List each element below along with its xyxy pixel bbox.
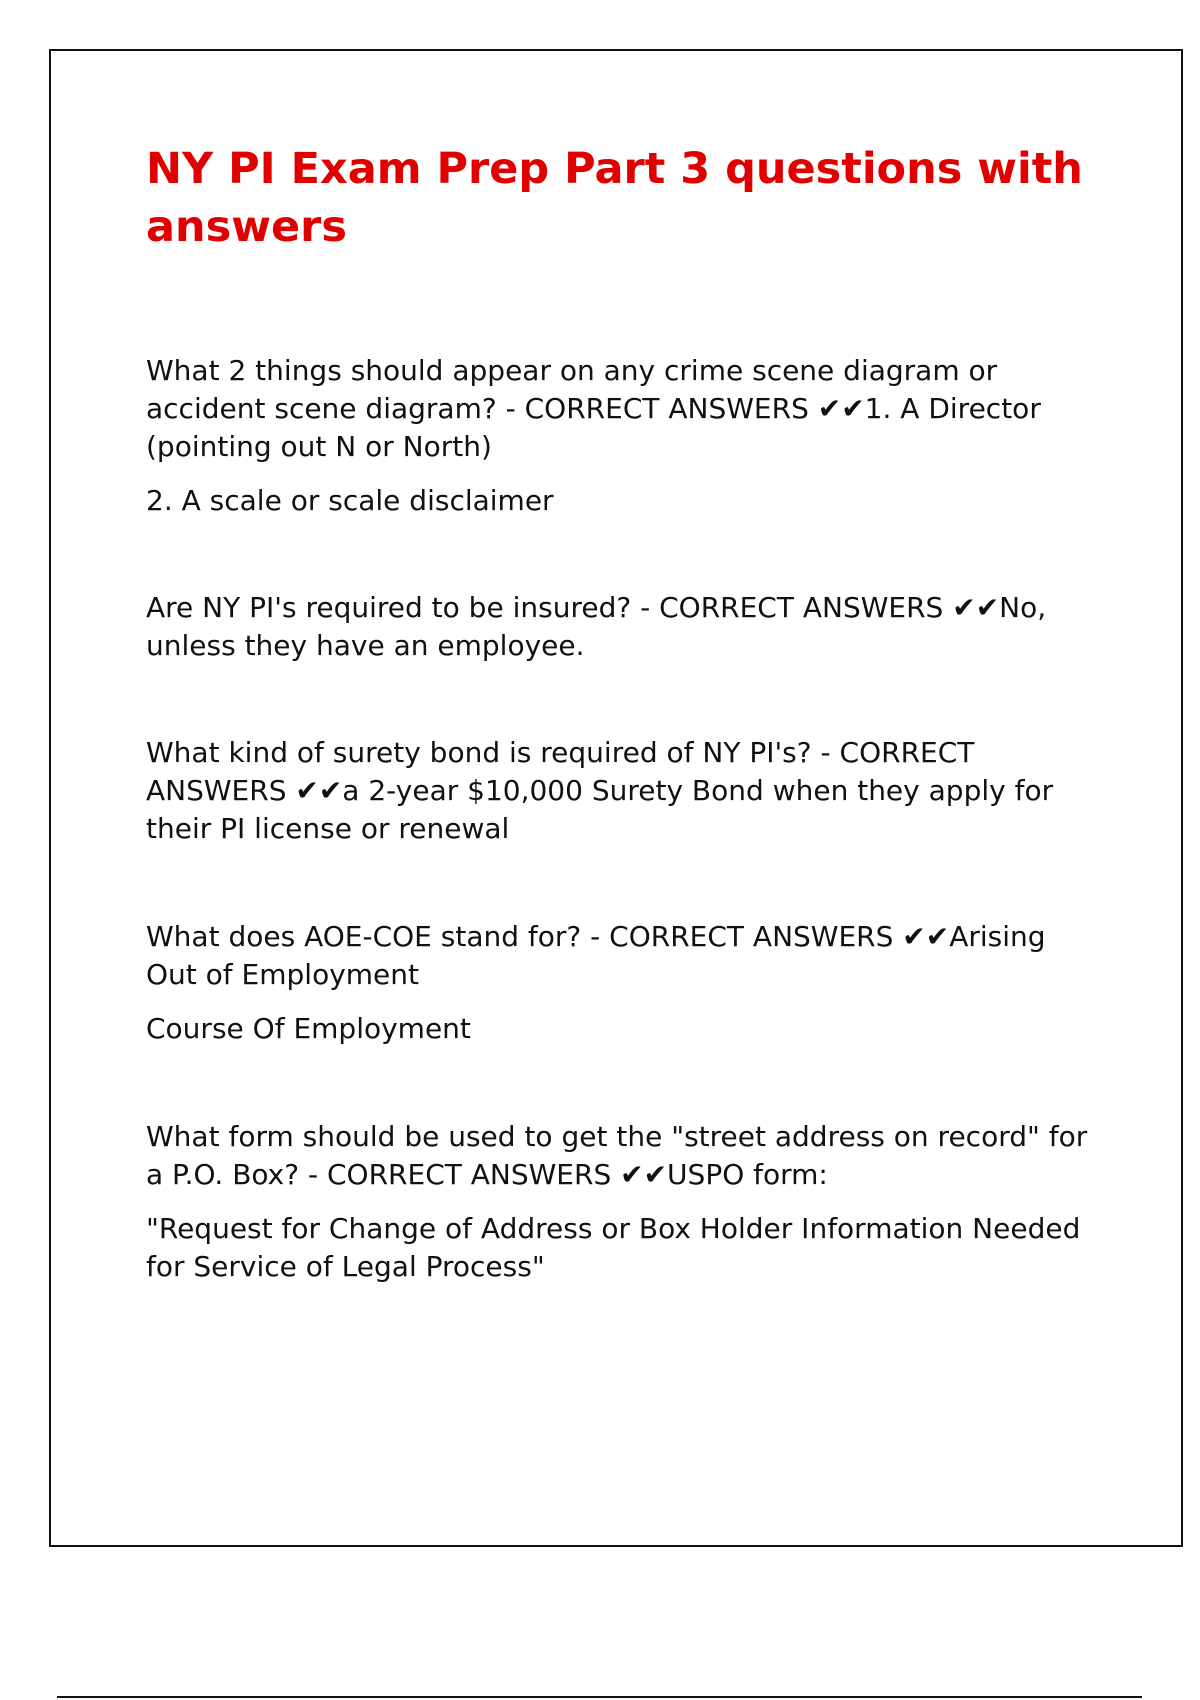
footer-rule [57, 1696, 1142, 1698]
qa-item [146, 1118, 1096, 1286]
document-title: NY PI Exam Prep Part 3 questions with answers [146, 144, 1083, 252]
qa-item [146, 352, 1096, 520]
qa-item [146, 918, 1096, 1048]
qa-answer-continuation: 2. A scale or scale disclaimer [146, 484, 554, 517]
qa-question-answer: What 2 things should appear on any crime scene diagram or accident scene diagram? - CORRECT ANSWERS ✔✔1. A Director (pointing out N or North) [146, 354, 1041, 463]
qa-item [146, 734, 1096, 848]
qa-question-answer: What does AOE-COE stand for? - CORRECT ANSWERS ✔✔Arising Out of Employment [146, 920, 1046, 991]
qa-question-answer: What form should be used to get the "street address on record" for a P.O. Box? - CORRECT ANSWERS ✔✔USPO form: [146, 1120, 1088, 1191]
qa-question-answer: Are NY PI's required to be insured? - CORRECT ANSWERS ✔✔No, unless they have an employee. [146, 591, 1047, 662]
qa-answer-continuation: Course Of Employment [146, 1012, 471, 1045]
qa-item [146, 589, 1096, 665]
qa-question-answer: What kind of surety bond is required of NY PI's? - CORRECT ANSWERS ✔✔a 2-year $10,000 Surety Bond when they apply for their PI license or renewal [146, 736, 1054, 845]
qa-answer-continuation: "Request for Change of Address or Box Holder Information Needed for Service of Legal Process" [146, 1212, 1081, 1283]
